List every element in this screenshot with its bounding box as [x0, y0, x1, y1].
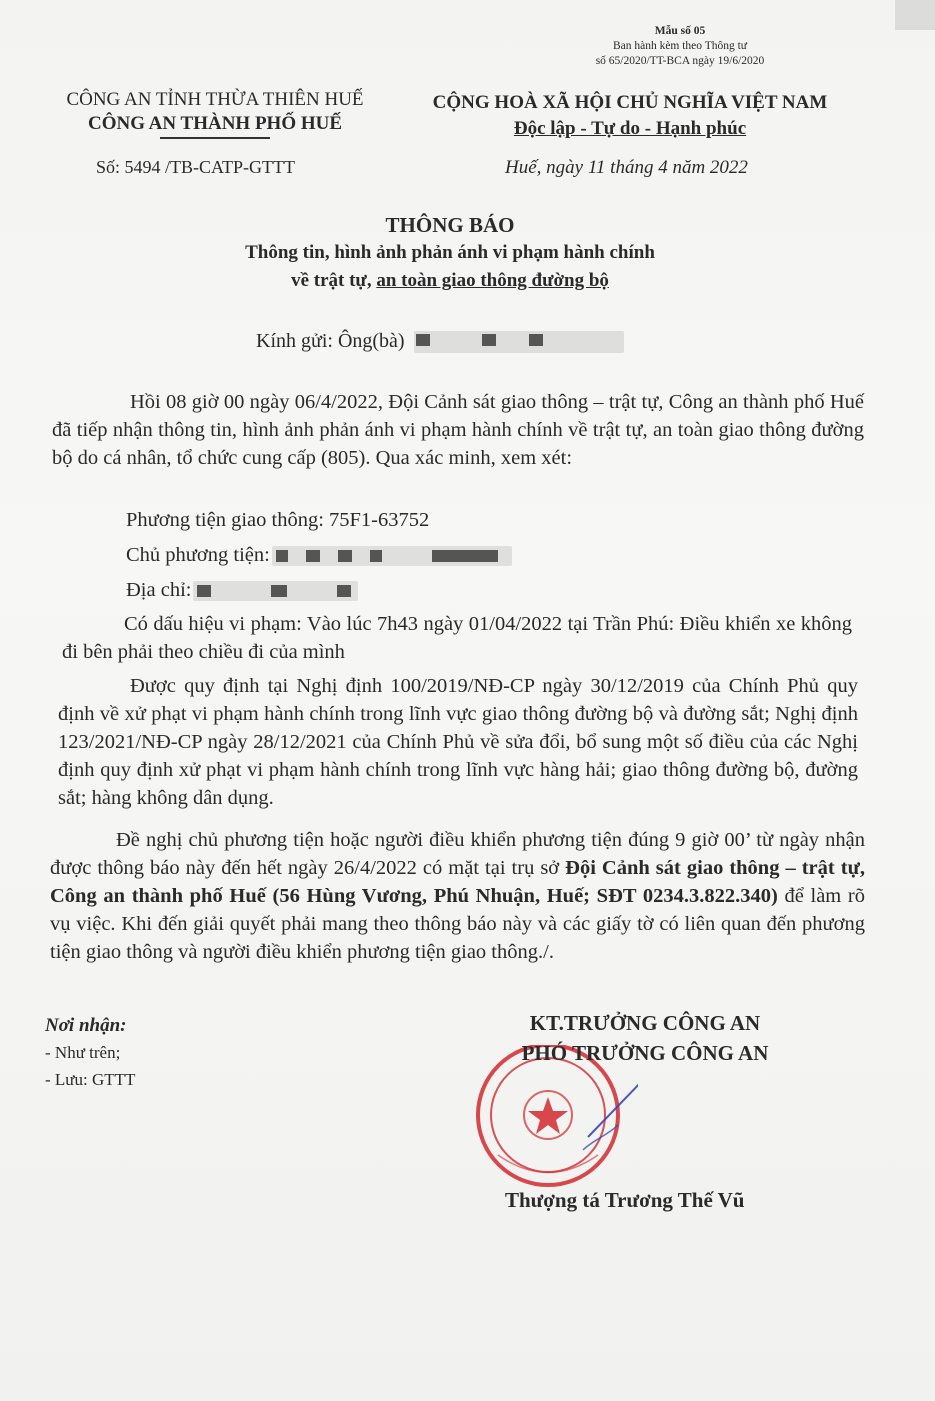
signature-title-2: PHÓ TRƯỞNG CÔNG AN: [521, 1041, 769, 1065]
recipient-item-1: - Như trên;: [45, 1043, 121, 1062]
issuing-agency: [40, 88, 390, 139]
recipients-block: [45, 1012, 135, 1093]
request-paragraph: [50, 826, 865, 966]
form-number: Mẫu số 05: [654, 25, 706, 37]
vehicle-line: Phương tiện giao thông: 75F1-63752: [126, 509, 430, 531]
subtitle-part-a: về trật tự,: [291, 270, 377, 291]
place-and-date: Huế, ngày 11 tháng 4 năm 2022: [505, 157, 748, 178]
agency-name: [40, 112, 390, 136]
agency-name-text: CÔNG AN THÀNH PHỐ HUẾ: [87, 113, 343, 134]
paragraph-intro: Hồi 08 giờ 00 ngày 06/4/2022, Đội Cảnh sát giao thông – trật tự, Công an thành phố Huế đã tiếp nhận thông tin, hình ảnh phản ánh vi phạm hành chính về trật tự, an toàn giao thông đường bộ do cá nhân, tổ chức cung cấp (805). Qua xác minh, xem xét:: [52, 391, 864, 469]
recipient-item-2: - Lưu: GTTT: [45, 1070, 136, 1089]
page-corner: [895, 0, 935, 30]
regulation-paragraph: Được quy định tại Nghị định 100/2019/NĐ-CP ngày 30/12/2019 của Chính Phủ quy định về xử phạt vi phạm hành chính trong lĩnh vực giao thông đường bộ và đường sắt; Nghị định 123/2021/NĐ-CP ngày 28/12/2021 của Chính Phủ về sửa đổi, bổ sung một số điều của các Nghị định quy định xử phạt vi phạm hành chính trong lĩnh vực hàng hải; giao thông đường bộ, đường sắt; hàng không dân dụng.: [58, 675, 858, 809]
agency-parent: CÔNG AN TỈNH THỪA THIÊN HUẾ: [66, 89, 364, 110]
national-header: [410, 90, 850, 142]
signature-block: [470, 1008, 820, 1068]
doc-subtitle-1: Thông tin, hình ảnh phản ánh vi phạm hành chính: [245, 242, 655, 263]
form-note-line1: Ban hành kèm theo Thông tư: [612, 40, 748, 52]
redacted-address: [193, 581, 358, 601]
request-office: Đội Cảnh sát giao thông – trật tự, Công an thành phố Huế (56 Hùng Vương, Phú Nhuận, Huế; SĐT 0234.3.822.340): [50, 857, 866, 907]
address-line: [126, 576, 935, 604]
nation-name: CỘNG HOÀ XÃ HỘI CHỦ NGHĨA VIỆT NAM: [432, 92, 828, 113]
redacted-owner-name: [272, 546, 512, 566]
signer-name: Thượng tá Trương Thế Vũ: [505, 1188, 745, 1212]
owner-label: Chủ phương tiện:: [126, 544, 270, 566]
form-note: [560, 24, 800, 69]
doc-title: THÔNG BÁO: [385, 213, 515, 237]
recipient-label: Kính gửi: Ông(bà): [256, 330, 405, 352]
address-label: Địa chỉ:: [126, 579, 192, 601]
signature-title-1: KT.TRƯỞNG CÔNG AN: [529, 1011, 761, 1035]
form-note-line2: số 65/2020/TT-BCA ngày 19/6/2020: [595, 55, 765, 67]
national-motto: Độc lập - Tự do - Hạnh phúc: [513, 118, 747, 139]
request-text-1: Đề nghị chủ phương tiện hoặc người điều khiển phương tiện đúng 9 giờ 00’ từ ngày nhận được thông báo này đến hết ngày 26/4/2022 có mặt tại trụ sở: [50, 829, 865, 879]
recipients-heading: Nơi nhận:: [45, 1015, 127, 1036]
redacted-recipient-name: [414, 331, 624, 353]
violation-paragraph: Có dấu hiệu vi phạm: Vào lúc 7h43 ngày 01/04/2022 tại Trần Phú: Điều khiển xe không đi bên phải theo chiều đi của mình: [62, 613, 852, 663]
subtitle-part-b: an toàn giao thông đường bộ: [376, 270, 609, 291]
recipient-line: [256, 330, 624, 353]
owner-line: [126, 541, 935, 569]
doc-subtitle-2: [0, 270, 900, 292]
request-text-2: để làm rõ vụ việc. Khi đến giải quyết phải mang theo thông báo này và các giấy tờ có liên quan đến phương tiện giao thông và người điều khiển phương tiện giao thông./.: [50, 885, 865, 963]
agency-underline: [160, 137, 270, 139]
document-number: Số: 5494 /TB-CATP-GTTT: [96, 157, 296, 177]
